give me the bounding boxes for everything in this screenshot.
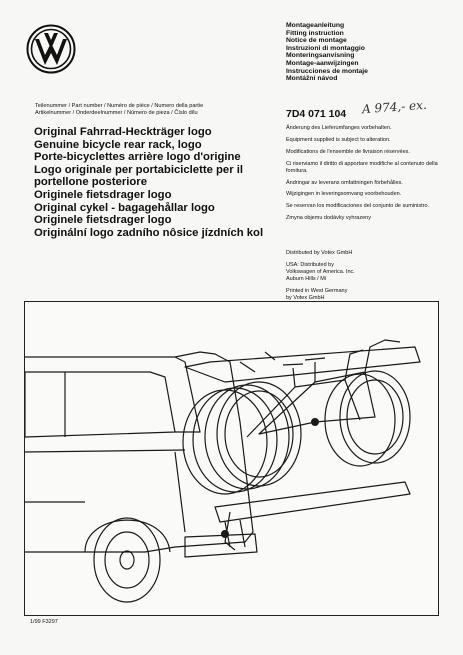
rear-rim (105, 532, 149, 588)
heading-it: Instruzioni di montaggio (286, 44, 365, 52)
heading-nl: Montage-aanwijzingen (286, 59, 359, 67)
heading-en: Fitting instruction (286, 29, 344, 37)
note-cs: Zmyna objemu dodávky vyhrazeny (286, 215, 371, 222)
title-cs: Originální logo zadního nôsice jízdních kol (34, 226, 264, 239)
note-fr: Modifications de l'ensemble de livraison réservées. (286, 148, 410, 155)
bike-seat (305, 358, 325, 382)
footer-code: 1/99 F3297 (30, 619, 58, 625)
part-number-labels (35, 103, 275, 118)
title-it-2: portellone posteriore (34, 176, 147, 189)
note-es: Se reservan los modificaciones del conjunto de suministro. (286, 203, 430, 210)
part-number-label-1: Teilenummer / Part number / Numéro de pièce / Numero della partie (35, 103, 204, 109)
title-nl-2: Originele fietsdrager logo (34, 214, 172, 227)
van-side-window (25, 372, 175, 437)
title-de: Original Fahrrad-Heckträger logo (34, 126, 212, 138)
title-en: Genuine bicycle rear rack, logo (34, 138, 202, 151)
heading-cs: Montážní návod (286, 75, 338, 83)
part-number: 7D4 071 104 (286, 108, 347, 120)
rear-tyre (94, 518, 160, 602)
heading-sv: Monteringsanvisning (286, 52, 355, 60)
note-nl: Wijzigingen in leveringsomvang voorbehouden. (286, 191, 402, 198)
note-de: Änderung des Lieferumfanges vorbehalten. (286, 125, 392, 131)
handwritten-note: A 974,- ex. (361, 97, 428, 117)
title-it-1: Logo originale per portabiciclette per il (34, 163, 244, 176)
heading-de: Montageanleitung (286, 22, 345, 29)
title-sv: Original cykel - bagagehållar logo (34, 201, 215, 214)
note-sv: Ändringar av leverans omfattningen förbehålles. (286, 179, 403, 186)
vw-logo-icon (26, 24, 76, 74)
heading-es: Instrucciones de montaje (286, 67, 368, 75)
distribution-info (286, 250, 451, 306)
title-fr: Porte-bicyclettes arrière logo d'origine (34, 151, 241, 164)
distributor: Distributed by Votex GmbH (286, 250, 353, 256)
title-nl: Originele fietsdrager logo (34, 188, 172, 201)
instructions-heading (286, 22, 456, 83)
heading-fr: Notice de montage (286, 37, 347, 45)
printed-by: Printed in West Germany by Votex GmbH (286, 287, 348, 301)
van-bike-rack-illustration (25, 302, 438, 615)
note-it: Ci riserviamo il diritto di apportare modifiche al contenuto della fornitura. (286, 160, 438, 174)
part-number-label-2: Artikelnummer / Onderdeelnummer / Número de pieza / Číslo dílu (35, 110, 198, 117)
note-en: Equipment supplied is subject to alteration. (286, 136, 391, 143)
alteration-notes (286, 125, 451, 227)
illustration-frame (24, 301, 439, 616)
wheel-arch (85, 520, 170, 552)
usa-distributor: USA: Distributed by Volkswagen of America. Inc. Auburn Hills / Mi (286, 261, 355, 282)
product-titles (34, 126, 274, 239)
